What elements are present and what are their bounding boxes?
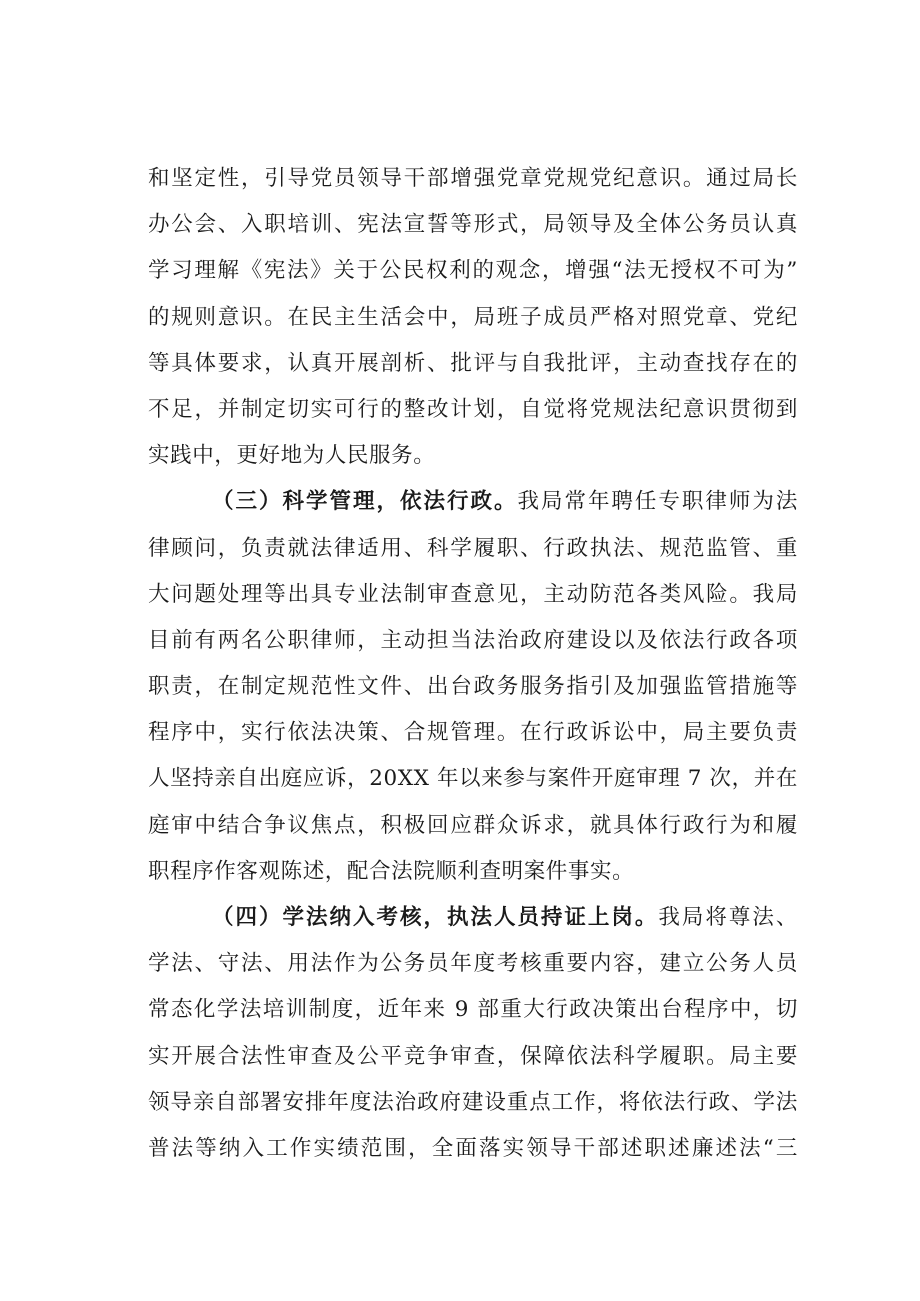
paragraph-line: 学法、守法、用法作为公务员年度考核重要内容，建立公务人员 [148, 951, 798, 977]
paragraph-first-line [148, 479, 798, 525]
paragraph-line: 学习理解《宪法》关于公民权利的观念，增强“法无授权不可为” [148, 258, 798, 284]
paragraph-line: 律顾问，负责就法律适用、科学履职、行政执法、规范监管、重 [148, 535, 798, 561]
paragraph-line: 实践中，更好地为人民服务。 [148, 443, 436, 469]
paragraph-line: 的规则意识。在民主生活会中，局班子成员严格对照党章、党纪 [148, 304, 798, 330]
paragraph-text: 我局常年聘任专职律师为法 [517, 489, 799, 515]
paragraph-line: 大问题处理等出具专业法制审查意见，主动防范各类风险。我局 [148, 581, 798, 607]
paragraph-line: 常态化学法培训制度，近年来 9 部重大行政决策出台程序中，切 [148, 997, 798, 1023]
paragraph-line: 实开展合法性审查及公平竞争审查，保障依法科学履职。局主要 [148, 1043, 798, 1069]
paragraph-line: 不足，并制定切实可行的整改计划，自觉将党规法纪意识贯彻到 [148, 396, 798, 422]
paragraph-first-line [148, 895, 798, 941]
paragraph-line: 程序中，实行依法决策、合规管理。在行政诉讼中，局主要负责 [148, 720, 798, 746]
section-heading-4: （四）学法纳入考核，执法人员持证上岗。 [212, 905, 659, 930]
body-text [148, 156, 798, 1172]
paragraph-line: 和坚定性，引导党员领导干部增强党章党规党纪意识。通过局长 [148, 166, 798, 191]
paragraph-line: 等具体要求，认真开展剖析、批评与自我批评，主动查找存在的 [148, 350, 798, 376]
paragraph-line: 目前有两名公职律师，主动担当法治政府建设以及依法行政各项 [148, 627, 798, 653]
paragraph-line: 庭审中结合争议焦点，积极回应群众诉求，就具体行政行为和履 [148, 812, 798, 838]
paragraph-text: 我局将尊法、 [658, 905, 798, 930]
paragraph-line: 人坚持亲自出庭应诉，20XX 年以来参与案件开庭审理 7 次，并在 [148, 766, 798, 792]
paragraph-line: 职程序作客观陈述，配合法院顺利查明案件事实。 [148, 858, 635, 884]
paragraph-line: 领导亲自部署安排年度法治政府建设重点工作，将依法行政、学法 [148, 1089, 798, 1115]
paragraph-line: 办公会、入职培训、宪法宣誓等形式，局领导及全体公务员认真 [148, 212, 798, 238]
paragraph-line: 普法等纳入工作实绩范围，全面落实领导干部述职述廉述法“三 [148, 1135, 798, 1161]
paragraph-line: 职责，在制定规范性文件、出台政务服务指引及加强监管措施等 [148, 674, 798, 700]
section-heading-3: （三）科学管理，依法行政。 [212, 489, 518, 515]
